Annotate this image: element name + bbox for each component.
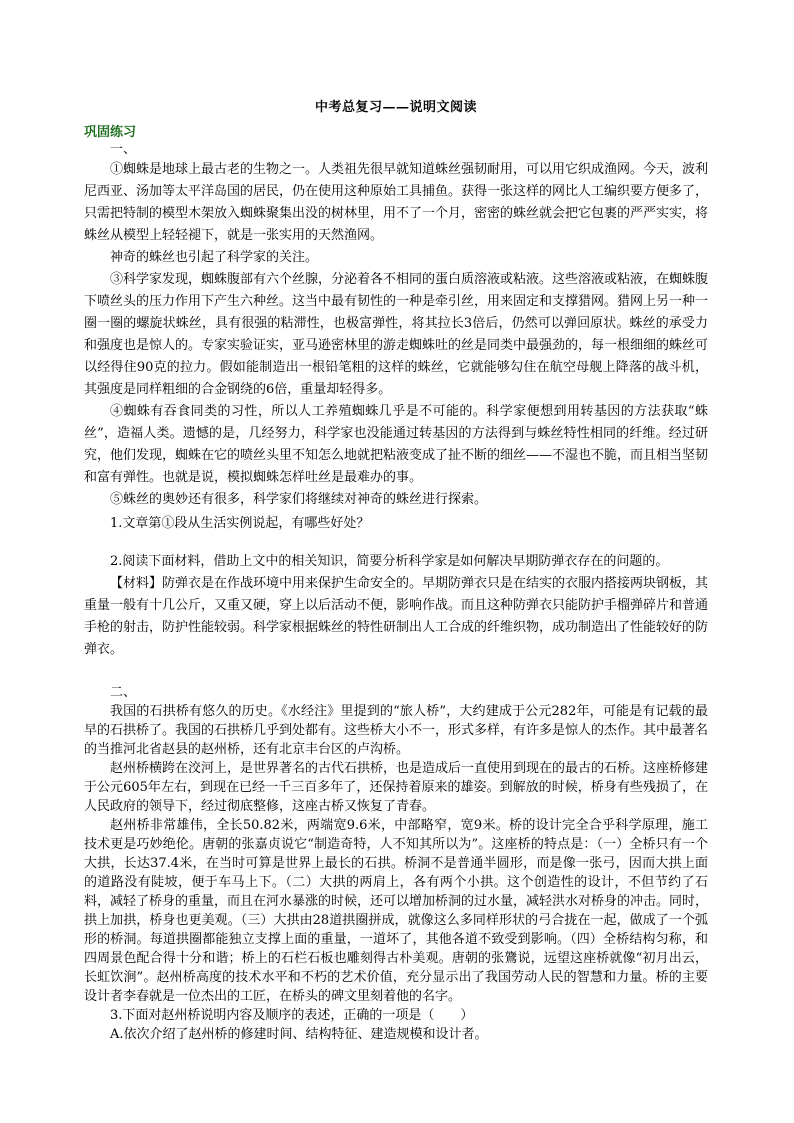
- paragraph-4: ④蜘蛛有吞食同类的习性，所以人工养殖蜘蛛几乎是不可能的。科学家便想到用转基因的方法获取“蛛丝”，造福人类。遗憾的是，几经努力，科学家也没能通过转基因的方法得到与蛛丝特性相同的纤维。经过研究，他们发现，蜘蛛在它的喷丝头里不知怎么地就把粘液变成了扯不断的细丝——不湿也不脆，而且相当坚韧和富有弹性。也就是说，模拟蜘蛛怎样吐丝是最难办的事。: [84, 404, 709, 485]
- page-title: 中考总复习——说明文阅读: [314, 100, 477, 115]
- bridge-paragraph-2: 赵州桥横跨在洨河上，是世界著名的古代石拱桥，也是造成后一直使用到现在的最古的石桥。这座桥修建于公元605年左右，到现在已经一千三百多年了，还保持着原来的雄姿。到解放的时候，桥身有些残损了，在人民政府的领导下，经过彻底整修，这座古桥又恢复了青春。: [84, 761, 709, 814]
- paragraph-1: ①蜘蛛是地球上最古老的生物之一。人类祖先很早就知道蛛丝强韧耐用，可以用它织成渔网。今天，波利尼西亚、汤加等太平洋岛国的居民，仍在使用这种原始工具捕鱼。获得一张这样的网比人工编织要方便多了，只需把特制的模型木架放入蜘蛛聚集出没的树林里，用不了一个月，密密的蛛丝就会把它包裹的严严实实，将蛛丝从模型上轻轻褪下，就是一张实用的天然渔网。: [84, 162, 709, 243]
- option-a: A.依次介绍了赵州桥的修建时间、结构特征、建造规模和设计者。: [110, 1027, 488, 1042]
- section-number-2: 二、: [110, 685, 137, 700]
- bridge-paragraph-3: 赵州桥非常雄伟，全长50.82米，两端宽9.6米，中部略窄，宽9米。桥的设计完全合乎科学原理，施工技术更是巧妙绝伦。唐朝的张嘉贞说它“制造奇特，人不知其所以为”。这座桥的特点是：（一）全桥只有一个大拱，长达37.4米，在当时可算是世界上最长的石拱。桥洞不是普通半圆形，而是像一张弓，因而大拱上面的道路没有陡坡，便于车马上下。（二）大拱的两肩上，各有两个小拱。这个创造性的设计，不但节约了石料，减轻了桥身的重量，而且在河水暴涨的时候，还可以增加桥洞的过水量，减轻洪水对桥身的冲击。同时，拱上加拱，桥身也更美观。（三）大拱由28道拱圈拼成，就像这么多同样形状的弓合拢在一起，做成了一个弧形的桥洞。每道拱圈都能独立支撑上面的重量，一道坏了，其他各道不致受到影响。（四）全桥结构匀称，和四周景色配合得十分和谐；桥上的石栏石板也雕刻得古朴美观。唐朝的张鷟说，远望这座桥就像“初月出云，长虹饮涧”。赵州桥高度的技术水平和不朽的艺术价值，充分显示出了我国劳动人民的智慧和力量。桥的主要设计者李春就是一位杰出的工匠，在桥头的碑文里刻着他的名字。: [84, 818, 709, 1004]
- paragraph-5: ⑤蛛丝的奥妙还有很多，科学家们将继续对神奇的蛛丝进行探索。: [110, 492, 488, 507]
- material-paragraph: 【材料】防弹衣是在作战环境中用来保护生命安全的。早期防弹衣只是在结实的衣服内搭接两块钢板，其重量一般有十几公斤，又重又硬，穿上以后活动不便，影响作战。而且这种防弹衣只能防护手榴弹碎片和普通手枪的射击，防护性能较弱。科学家根据蛛丝的特性研制出人工合成的纤维织物，成功制造出了性能较好的防弹衣。: [84, 576, 709, 657]
- paragraph-3: ③科学家发现，蜘蛛腹部有六个丝腺，分泌着各不相同的蛋白质溶液或粘液。这些溶液或粘液，在蜘蛛腹下喷丝头的压力作用下产生六种丝。这当中最有韧性的一种是牵引丝，用来固定和支撑猎网。猎网上另一种一圈一圈的螺旋状蛛丝，具有很强的粘滞性，也极富弹性，将其拉长3倍后，仍然可以弹回原状。蛛丝的承受力和强度也是惊人的。专家实验证实，亚马逊密林里的游走蜘蛛吐的丝是同类中最强劲的，每一根细细的蛛丝可以经得住90克的拉力。假如能制造出一根铅笔粗的这样的蛛丝，它就能够勾住在航空母舰上降落的战斗机，其强度是同样粗细的合金钢绕的6倍，重量却轻得多。: [84, 272, 709, 397]
- section-number-1: 一、: [110, 142, 137, 157]
- bridge-paragraph-1: 我国的石拱桥有悠久的历史。《水经注》里提到的“旅人桥”，大约建成于公元282年，可能是有记载的最早的石拱桥了。我国的石拱桥几乎到处都有。这些桥大小不一，形式多样，有许多是惊人的杰作。其中最著名的当推河北省赵县的赵州桥，还有北京丰台区的卢沟桥。: [84, 704, 709, 757]
- paragraph-2: 神奇的蛛丝也引起了科学家的关注。: [110, 250, 319, 265]
- question-3: 3.下面对赵州桥说明内容及顺序的表述，正确的一项是（ ）: [110, 1008, 474, 1023]
- section-heading-practice: 巩固练习: [84, 125, 137, 140]
- question-1: 1.文章第①段从生活实例说起，有哪些好处？: [110, 516, 370, 531]
- question-2: 2.阅读下面材料，借助上文中的相关知识，简要分析科学家是如何解决早期防弹衣存在的问题的。: [110, 554, 669, 569]
